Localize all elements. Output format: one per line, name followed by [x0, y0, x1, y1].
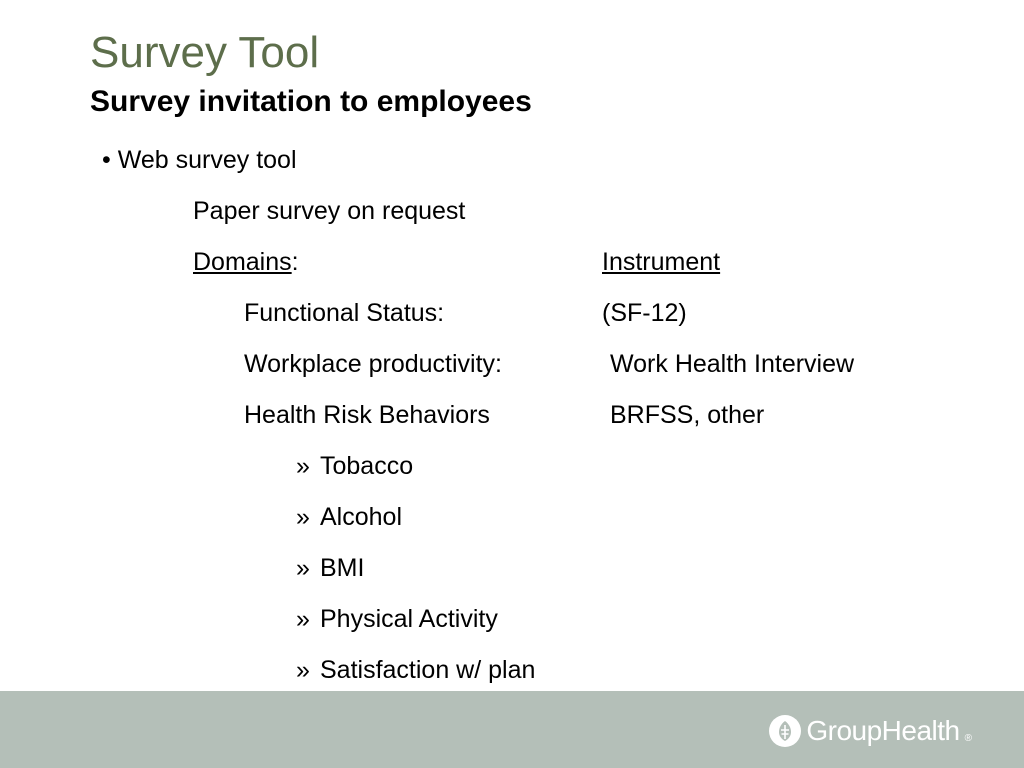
domains-heading: [193, 247, 299, 277]
list-item: [296, 655, 535, 685]
logo-wordmark: GroupHealth: [806, 715, 960, 746]
list-item-label: BMI: [320, 554, 365, 582]
footer-band: [0, 691, 1024, 768]
instrument-row-1: (SF-12): [602, 299, 687, 327]
grouphealth-logo-icon: [769, 715, 801, 747]
grouphealth-logo: [769, 714, 972, 748]
sub-marker: »: [296, 656, 310, 684]
list-item: [296, 604, 498, 634]
instrument-heading: Instrument: [602, 248, 721, 276]
domains-colon: :: [291, 248, 299, 276]
domain-row-1: Functional Status:: [244, 299, 445, 327]
sub-marker: »: [296, 503, 310, 531]
domain-row-2: Workplace productivity:: [244, 350, 502, 378]
bullet-marker: •: [102, 146, 111, 174]
slide-title: Survey Tool: [90, 28, 320, 77]
slide-subtitle: Survey invitation to employees: [90, 85, 532, 118]
bullet-text: Web survey tool: [117, 146, 297, 174]
instrument-row-2: Work Health Interview: [610, 350, 855, 378]
instrument-row-3: BRFSS, other: [610, 401, 765, 429]
list-item-label: Alcohol: [320, 503, 402, 531]
domain-row-3: Health Risk Behaviors: [244, 401, 490, 429]
logo-registered-mark: ®: [964, 733, 972, 744]
list-item: [296, 502, 402, 532]
sub-marker: »: [296, 605, 310, 633]
list-item-label: Tobacco: [320, 452, 414, 480]
domains-label: Domains: [193, 248, 292, 276]
sub-marker: »: [296, 554, 310, 582]
bullet-web-survey: [102, 145, 297, 175]
list-item-label: Physical Activity: [320, 605, 498, 633]
list-item-label: Satisfaction w/ plan: [320, 656, 536, 684]
sub-marker: »: [296, 452, 310, 480]
list-item: [296, 451, 413, 481]
paper-survey-line: Paper survey on request: [193, 197, 466, 225]
list-item: [296, 553, 364, 583]
